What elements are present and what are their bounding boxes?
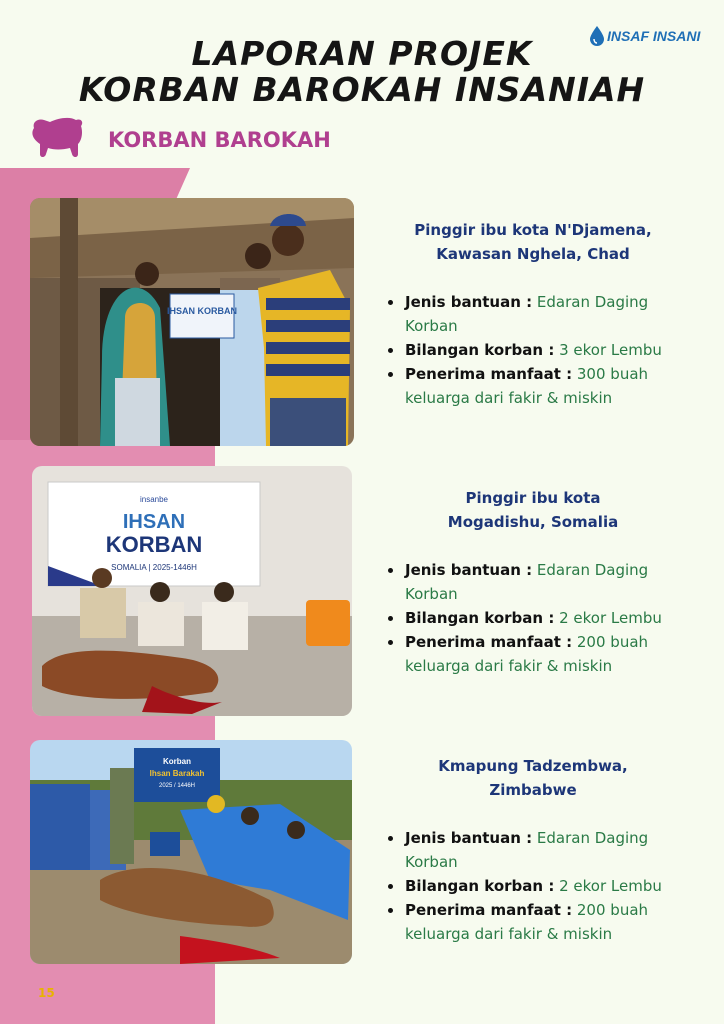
logo-text: INSAF INSANI bbox=[607, 28, 701, 44]
photo-chad bbox=[30, 198, 354, 446]
banner-line1: Korban bbox=[163, 757, 191, 766]
brand-logo bbox=[590, 26, 700, 46]
list-item: Penerima manfaat : 300 buah keluarga dari fakir & miskin bbox=[386, 362, 686, 410]
list-item: Jenis bantuan : Edaran Daging Korban bbox=[386, 558, 686, 606]
photo-zimbabwe bbox=[30, 740, 352, 964]
list-item: Jenis bantuan : Edaran Daging Korban bbox=[386, 826, 686, 874]
section-label: KORBAN BAROKAH bbox=[108, 128, 331, 152]
list-item: Bilangan korban : 3 ekor Lembu bbox=[386, 338, 686, 362]
location-chad: Pinggir ibu kota N'Djamena, Kawasan Nghela, Chad bbox=[414, 221, 652, 263]
banner-sub: SOMALIA | 2025-1446H bbox=[111, 563, 197, 572]
banner-sub: 2025 / 1446H bbox=[158, 783, 196, 789]
page-title-line1: LAPORAN PROJEK bbox=[191, 34, 533, 73]
banner-brand: insanbe bbox=[139, 495, 169, 504]
location-zimbabwe: Kmapung Tadzembwa, Zimbabwe bbox=[438, 757, 628, 799]
page-number: 15 bbox=[38, 986, 55, 1000]
photo-sign-text: IHSAN KORBAN bbox=[166, 306, 238, 316]
list-item: Bilangan korban : 2 ekor Lembu bbox=[386, 874, 686, 898]
details-zimbabwe bbox=[386, 826, 686, 946]
banner-line1: IHSAN bbox=[122, 511, 186, 533]
list-item: Bilangan korban : 2 ekor Lembu bbox=[386, 606, 686, 630]
cow-icon bbox=[28, 114, 84, 160]
water-drop-icon bbox=[590, 26, 604, 46]
details-somalia bbox=[386, 558, 686, 678]
list-item: Penerima manfaat : 200 buah keluarga dari fakir & miskin bbox=[386, 630, 686, 678]
details-chad bbox=[386, 290, 686, 410]
page-title-line2: KORBAN BAROKAH INSANIAH bbox=[78, 70, 646, 109]
photo-somalia bbox=[32, 466, 352, 716]
banner-line2: KORBAN bbox=[105, 532, 203, 557]
list-item: Jenis bantuan : Edaran Daging Korban bbox=[386, 290, 686, 338]
list-item: Penerima manfaat : 200 buah keluarga dari fakir & miskin bbox=[386, 898, 686, 946]
location-somalia: Pinggir ibu kota Mogadishu, Somalia bbox=[447, 489, 619, 531]
banner-line2: Ihsan Barakah bbox=[149, 769, 205, 778]
